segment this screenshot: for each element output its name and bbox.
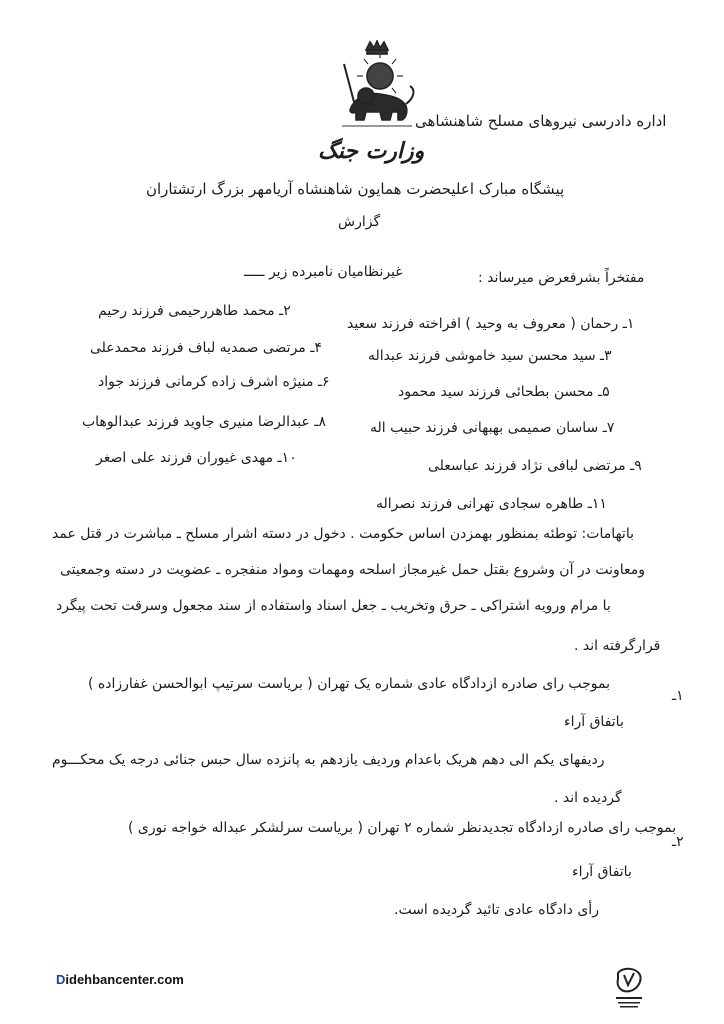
ministry-title: وزارت جنگ	[318, 138, 425, 164]
verdict-line: بموجب رای صادره ازدادگاه عادی شماره یک تهران ( بریاست سرتیپ ابوالحسن غفارزاده )	[88, 676, 611, 692]
addressee-line: پیشگاه مبارک اعلیحضرت همایون شاهنشاه آریامهر بزرگ ارتشتاران	[146, 180, 565, 198]
charges-line: با مرام ورویه اشتراکی ـ حرق وتخریب ـ جعل اسناد واستفاده از سند مجعول وسرقت تحت پیگرد	[56, 598, 611, 614]
list-item: ۹ـ مرتضی لبافی نژاد فرزند عباسعلی	[428, 458, 642, 474]
list-item: ۴ـ مرتضی صمدیه لباف فرزند محمدعلی	[90, 340, 322, 356]
verdict-line: گردیده اند .	[554, 790, 622, 806]
archive-seal-icon	[612, 965, 646, 1013]
list-item: ۷ـ ساسان صمیمی بهبهانی فرزند حبیب اله	[370, 420, 615, 436]
list-item: ۵ـ محسن بطحائی فرزند سید محمود	[398, 384, 610, 400]
charges-line: ومعاونت در آن وشروع بقتل حمل غیرمجاز اسلحه ومهمات ومواد منفجره ـ عضویت در دسته وجمعیتی	[60, 562, 646, 578]
verdict-line: باتفاق آراء	[564, 714, 624, 730]
list-item: ۱۱ـ طاهره سجادی تهرانی فرزند نصراله	[376, 496, 607, 512]
verdict-line: رأی دادگاه عادی تائید گردیده است.	[394, 902, 599, 918]
list-item: ۸ـ عبدالرضا منیری جاوید فرزند عبدالوهاب	[82, 414, 326, 430]
list-item: ۶ـ منیژه اشرف زاده کرمانی فرزند جواد	[98, 374, 330, 390]
intro-right: مفتخراً بشرفعرض میرساند :	[478, 270, 645, 286]
list-item: ۳ـ سید محسن سید خاموشی فرزند عبداله	[368, 348, 612, 364]
charges-line: باتهامات: توطئه بمنظور بهمزدن اساس حکومت . دخول در دسته اشرار مسلح ـ مباشرت در قتل عمد	[52, 526, 634, 542]
department-title: اداره دادرسی نیروهای مسلح شاهنشاهی	[415, 112, 667, 130]
report-title: گزارش	[338, 214, 381, 230]
item-number: ۱ـ	[672, 688, 684, 704]
list-item: ۱۰ـ مهدی غیوران فرزند علی اصغر	[96, 450, 297, 466]
verdict-line: ردیفهای یکم الی دهم هریک باعدام وردیف یازدهم به پانزده سال حبس جنائی درجه یک محکـــوم	[52, 752, 605, 768]
lion-and-sun-emblem-icon	[336, 40, 418, 132]
source-website: Didehbancenter.com	[56, 972, 184, 987]
list-item: ۲ـ محمد طاهررحیمی فرزند رحیم	[98, 303, 291, 319]
list-item: ۱ـ رحمان ( معروف به وحید ) افراخته فرزند سعید	[347, 316, 635, 332]
charges-line: قرارگرفته اند .	[574, 638, 661, 654]
verdict-line: باتفاق آراء	[572, 864, 632, 880]
verdict-line: بموجب رای صادره ازدادگاه تجدیدنظر شماره ۲ تهران ( بریاست سرلشکر عبداله خواجه نوری )	[128, 820, 677, 836]
item-number: ۲ـ	[672, 834, 684, 850]
intro-left: غیرنظامیان نامبرده زیر ـــــ	[244, 264, 403, 280]
